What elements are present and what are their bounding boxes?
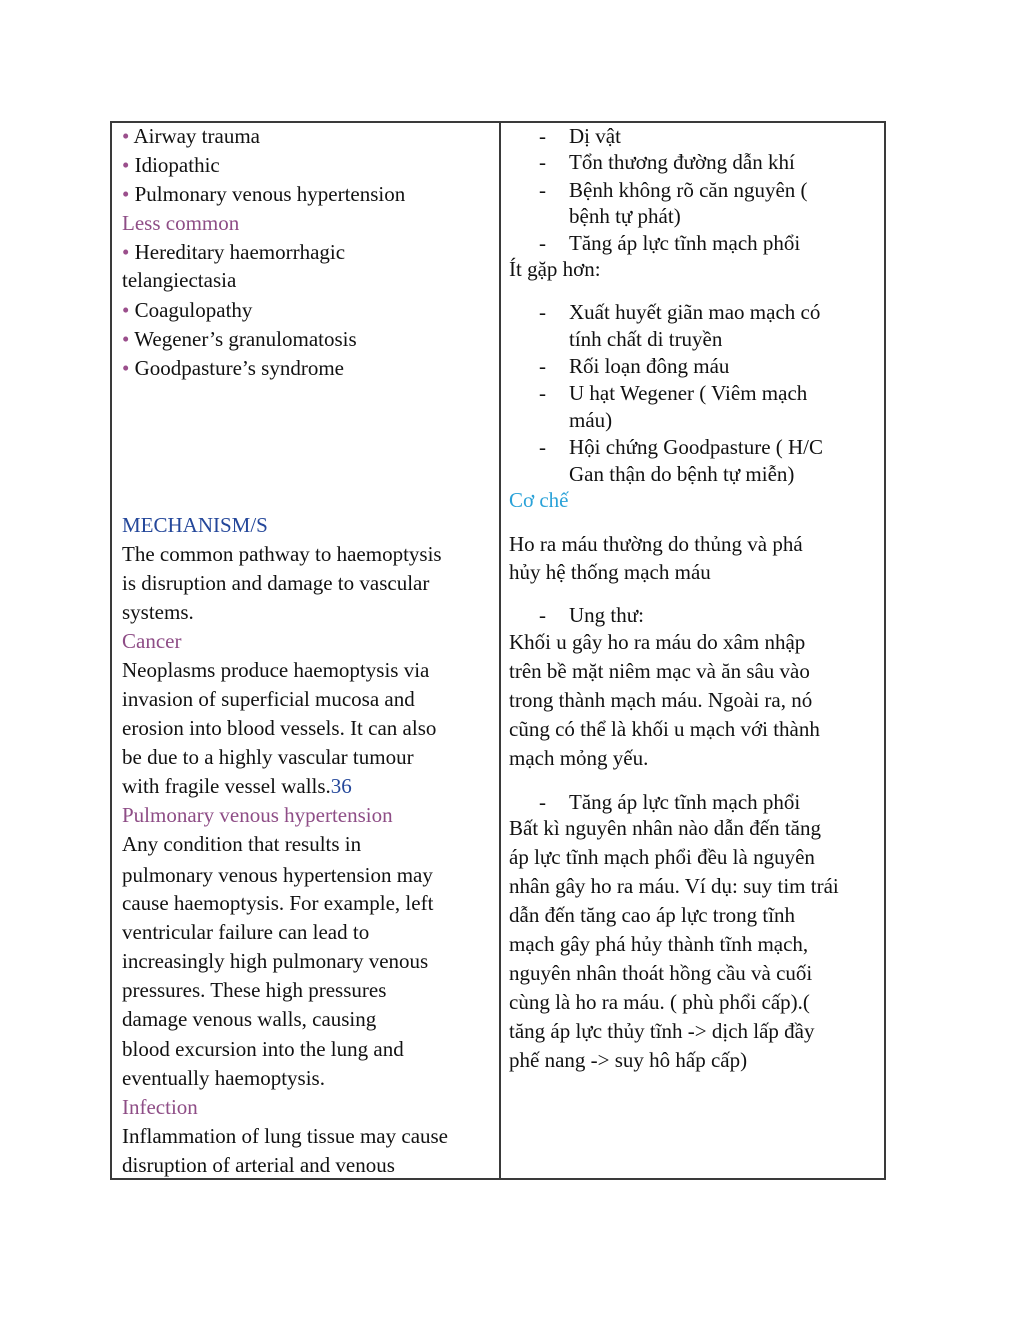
- paragraph-line: cũng có thể là khối u mạch với thành: [509, 717, 820, 741]
- dash-item: - Rối loạn đông máu: [539, 354, 730, 378]
- infection-heading: Infection: [122, 1095, 198, 1119]
- dash-marker: -: [539, 435, 546, 459]
- paragraph-line: hủy hệ thống mạch máu: [509, 560, 711, 584]
- dash-item: - Ung thư:: [539, 603, 644, 627]
- dash-item-continuation: tính chất di truyền: [569, 327, 723, 351]
- paragraph-line: cùng là ho ra máu. ( phù phổi cấp).(: [509, 990, 810, 1014]
- paragraph-line: phế nang -> suy hô hấp cấp): [509, 1048, 748, 1072]
- paragraph-line: mạch gây phá hủy thành tĩnh mạch,: [509, 932, 809, 956]
- dash-item: - Tổn thương đường dẫn khí: [539, 150, 795, 174]
- paragraph-line: Inflammation of lung tissue may cause: [122, 1124, 449, 1148]
- list-item: • Hereditary haemorrhagic: [122, 240, 346, 264]
- mechanism-heading-vi: Cơ chế: [509, 488, 569, 512]
- bullet-icon: •: [122, 240, 130, 264]
- paragraph-line: nhân gây ho ra máu. Ví dụ: suy tim trái: [509, 874, 839, 898]
- paragraph-line: Neoplasms produce haemoptysis via: [122, 658, 430, 682]
- dash-item: - Tăng áp lực tĩnh mạch phổi: [539, 790, 801, 814]
- paragraph-line: tăng áp lực thủy tĩnh -> dịch lấp đầy: [509, 1019, 815, 1043]
- dash-item: - Tăng áp lực tĩnh mạch phổi: [539, 231, 801, 255]
- paragraph-line: mạch mỏng yếu.: [509, 746, 649, 770]
- paragraph-line: Ho ra máu thường do thủng và phá: [509, 532, 803, 556]
- reference-number: 36: [330, 774, 352, 798]
- dash-marker: -: [539, 300, 546, 324]
- less-common-heading-vi: Ít gặp hơn:: [509, 257, 601, 281]
- paragraph-line: trên bề mặt niêm mạc và ăn sâu vào: [509, 659, 810, 683]
- paragraph-line: is disruption and damage to vascular: [122, 571, 430, 595]
- dash-marker: -: [539, 603, 546, 627]
- dash-item: - U hạt Wegener ( Viêm mạch: [539, 381, 808, 405]
- paragraph-line: erosion into blood vessels. It can also: [122, 716, 437, 740]
- cancer-heading: Cancer: [122, 629, 182, 653]
- paragraph-line: pressures. These high pressures: [122, 978, 387, 1002]
- bullet-icon: •: [122, 298, 130, 322]
- dash-marker: -: [539, 381, 546, 405]
- list-item: • Pulmonary venous hypertension: [122, 182, 406, 206]
- bullet-icon: •: [122, 182, 130, 206]
- dash-marker: -: [539, 231, 546, 255]
- paragraph-line: invasion of superficial mucosa and: [122, 687, 415, 711]
- paragraph-line: pulmonary venous hypertension may: [122, 863, 433, 887]
- paragraph-line: ventricular failure can lead to: [122, 920, 370, 944]
- paragraph-line: The common pathway to haemoptysis: [122, 542, 442, 566]
- dash-item-continuation: bệnh tự phát): [569, 204, 681, 228]
- list-item: • Airway trauma: [122, 124, 260, 148]
- dash-item: - Dị vật: [539, 124, 621, 148]
- paragraph-line: cause haemoptysis. For example, left: [122, 891, 434, 915]
- column-divider: [499, 123, 501, 1178]
- paragraph-line: disruption of arterial and venous: [122, 1153, 395, 1177]
- dash-marker: -: [539, 124, 546, 148]
- less-common-heading: Less common: [122, 211, 240, 235]
- paragraph-line: dẫn đến tăng cao áp lực trong tĩnh: [509, 903, 796, 927]
- paragraph-line: Any condition that results in: [122, 832, 362, 856]
- dash-marker: -: [539, 150, 546, 174]
- paragraph-line: eventually haemoptysis.: [122, 1066, 325, 1090]
- paragraph-line: Bất kì nguyên nhân nào dẫn đến tăng: [509, 816, 822, 840]
- bullet-icon: •: [122, 356, 130, 380]
- dash-item: - Hội chứng Goodpasture ( H/C: [539, 435, 824, 459]
- bullet-icon: •: [122, 327, 130, 351]
- content-table: [110, 121, 886, 1180]
- list-item: • Coagulopathy: [122, 298, 253, 322]
- paragraph-line: with fragile vessel walls.36: [122, 774, 352, 798]
- paragraph-line: blood excursion into the lung and: [122, 1037, 404, 1061]
- dash-marker: -: [539, 354, 546, 378]
- mechanism-heading: MECHANISM/S: [122, 513, 268, 537]
- paragraph-line: be due to a highly vascular tumour: [122, 745, 414, 769]
- list-item: • Goodpasture’s syndrome: [122, 356, 344, 380]
- dash-marker: -: [539, 790, 546, 814]
- paragraph-line: Khối u gây ho ra máu do xâm nhập: [509, 630, 806, 654]
- paragraph-line: damage venous walls, causing: [122, 1007, 377, 1031]
- list-item: • Idiopathic: [122, 153, 220, 177]
- paragraph-line: systems.: [122, 600, 194, 624]
- dash-item-continuation: Gan thận do bệnh tự miễn): [569, 462, 795, 486]
- paragraph-line: trong thành mạch máu. Ngoài ra, nó: [509, 688, 813, 712]
- pvh-heading: Pulmonary venous hypertension: [122, 803, 393, 827]
- bullet-icon: •: [122, 124, 130, 148]
- paragraph-line: áp lực tĩnh mạch phổi đều là nguyên: [509, 845, 815, 869]
- paragraph-line: nguyên nhân thoát hồng cầu và cuối: [509, 961, 813, 985]
- dash-marker: -: [539, 178, 546, 202]
- dash-item-continuation: máu): [569, 408, 613, 432]
- dash-item: - Xuất huyết giãn mao mạch có: [539, 300, 821, 324]
- paragraph-line: increasingly high pulmonary venous: [122, 949, 429, 973]
- dash-item: - Bệnh không rõ căn nguyên (: [539, 178, 808, 202]
- list-item-continuation: telangiectasia: [122, 268, 237, 292]
- bullet-icon: •: [122, 153, 130, 177]
- list-item: • Wegener’s granulomatosis: [122, 327, 357, 351]
